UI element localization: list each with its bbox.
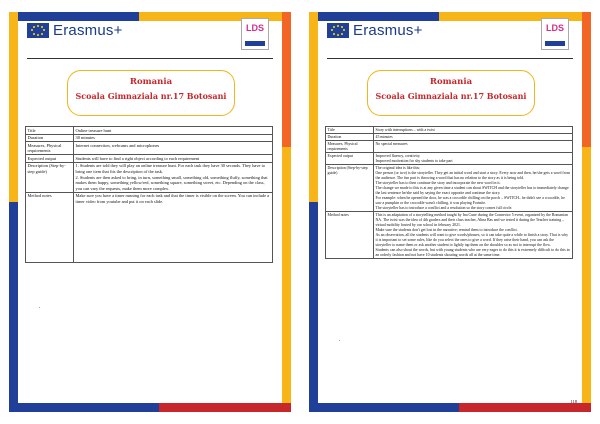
eu-flag-icon	[27, 23, 49, 38]
row-value: Improved fluency, creativity. Improved motivation for shy students to take part	[374, 153, 573, 165]
border-yellow-left	[9, 12, 18, 202]
table-row	[326, 165, 573, 212]
page-left	[9, 12, 291, 412]
row-value: Students will have to find a right object according to each requirement	[74, 155, 273, 163]
row-key: Method notes	[26, 192, 74, 262]
table-row	[26, 127, 273, 135]
row-key: Description (Step-by-step guide)	[326, 165, 374, 212]
row-key: Duration	[26, 134, 74, 142]
country-title: Romania	[429, 77, 473, 87]
border-yellow-right	[282, 147, 291, 412]
row-value: No special measures	[374, 141, 573, 153]
row-key: Expected output	[26, 155, 74, 163]
row-value: This is an adaptation of a storytelling method taught by Ina Cune during the Connector 5 event, organized by the Romanian NA. The twist was the idea of 4th graders and their class teacher, Alina Bas and we tested it during the Teacher training – virtual mobility hosted by our school in february 2021. Make sure the students don't get lost in the narrative; remind them to introduce the conflict. As an observation, all the students will want to give words/phrases, so it can take quite a while to finish a story. That is why it is important to set some rules, like do you select the ones to give a word. If they raise their hand, you can ask the storyteller to name them or ask another student to lightly tap them on the shoulder so as not to interrupt the flow. Students can also shout the words, but with young students who are very eager to do this it is extremely difficult to do this in an orderly fashion and not have 10 students shouting words all at the same time.	[374, 212, 573, 259]
header-rule	[327, 58, 573, 59]
page-number: 118	[570, 399, 577, 404]
erasmus-brand: Erasmus+	[353, 22, 423, 39]
row-key: Description (Step-by-step guide)	[26, 162, 74, 192]
eu-flag-icon	[327, 23, 349, 38]
activity-table	[325, 126, 573, 259]
stray-dot: .	[39, 304, 41, 310]
row-key: Title	[326, 127, 374, 134]
school-title: Scoala Gimnaziala nr.17 Botosani	[375, 91, 527, 101]
erasmus-logo	[27, 22, 123, 39]
table-row	[326, 134, 573, 141]
lds-logo-text: LDS	[546, 23, 564, 33]
row-key: Measures, Physical requirements	[26, 142, 74, 155]
border-blue-bottom	[309, 403, 459, 412]
row-value: 1. Students are told they will play an online treasure hunt. For each task they have 30 seconds. They have to bring one item that fits the description of the task. 2. Students are then asked to bring, in turn, something small, something old, something fluffy, something that makes them happy, something yellow/red, something square, something sweet, etc. Depending on the class, you can vary the requests, make them more complex.	[74, 162, 273, 192]
row-key: Title	[26, 127, 74, 135]
table-row	[26, 192, 273, 262]
border-blue-left	[9, 202, 18, 412]
border-red-bottom	[159, 403, 291, 412]
row-value: The original idea is like this: One person (or two) is the storyteller. They get an initial word and start a story. Every now and then, he/she gets a word from the audience. The fun part is throwing a word that has no relation to the story as it is being told. The storyteller has to then continue the story and incorporate the new word in it. The change we made to this is at any given time a student can shout SWITCH and the storyteller has to immediately change the last sentence he/she said by saying the exact opposite and continue the story. For example: when he opened the door, he was a crocodile chilling on the porch – SWITCH– he didn't see a crocodile, he saw a pumpkin or the crocodile wasn't chilling, it was playing Fortnite. The storyteller has to introduce a conflict and a resolution so the story comes full circle.	[374, 165, 573, 212]
row-value: Online treasure hunt	[74, 127, 273, 135]
row-key: Measures, Physical requirements	[326, 141, 374, 153]
lds-logo-text: LDS	[246, 23, 264, 33]
row-value: Story with interruptions – with a twist	[374, 127, 573, 134]
row-key: Expected output	[326, 153, 374, 165]
title-box	[367, 70, 535, 116]
border-yellow-right	[582, 147, 591, 412]
row-key: Duration	[326, 134, 374, 141]
activity-table	[25, 126, 273, 263]
border-blue-top	[309, 12, 439, 21]
title-box	[67, 70, 235, 116]
border-blue-left	[309, 202, 318, 412]
row-value: Make sure you have a timer running for each task and that the timer is visible on the screen. You can include a timer video from youtube and put it on each slide.	[74, 192, 273, 262]
lds-logo	[541, 18, 569, 50]
table-row	[26, 134, 273, 142]
table-row	[26, 162, 273, 192]
table-row	[326, 127, 573, 134]
row-value: 30 minutes	[74, 134, 273, 142]
border-red-bottom	[459, 403, 591, 412]
table-row	[326, 153, 573, 165]
table-row	[26, 142, 273, 155]
row-value: 45 minutes	[374, 134, 573, 141]
table-row	[326, 212, 573, 259]
erasmus-logo	[327, 22, 423, 39]
header-rule	[27, 58, 273, 59]
page-right	[309, 12, 591, 412]
table-row	[26, 155, 273, 163]
border-blue-bottom	[9, 403, 159, 412]
stray-dot: .	[339, 337, 341, 343]
table-row	[326, 141, 573, 153]
border-orange-right	[582, 12, 591, 147]
row-value: Internet connection, webcams and microphones	[74, 142, 273, 155]
border-blue-top	[9, 12, 139, 21]
country-title: Romania	[129, 77, 173, 87]
lds-logo	[241, 18, 269, 50]
border-yellow-left	[309, 12, 318, 202]
erasmus-brand: Erasmus+	[53, 22, 123, 39]
school-title: Scoala Gimnaziala nr.17 Botosani	[75, 91, 227, 101]
row-key: Method notes	[326, 212, 374, 259]
border-orange-right	[282, 12, 291, 147]
